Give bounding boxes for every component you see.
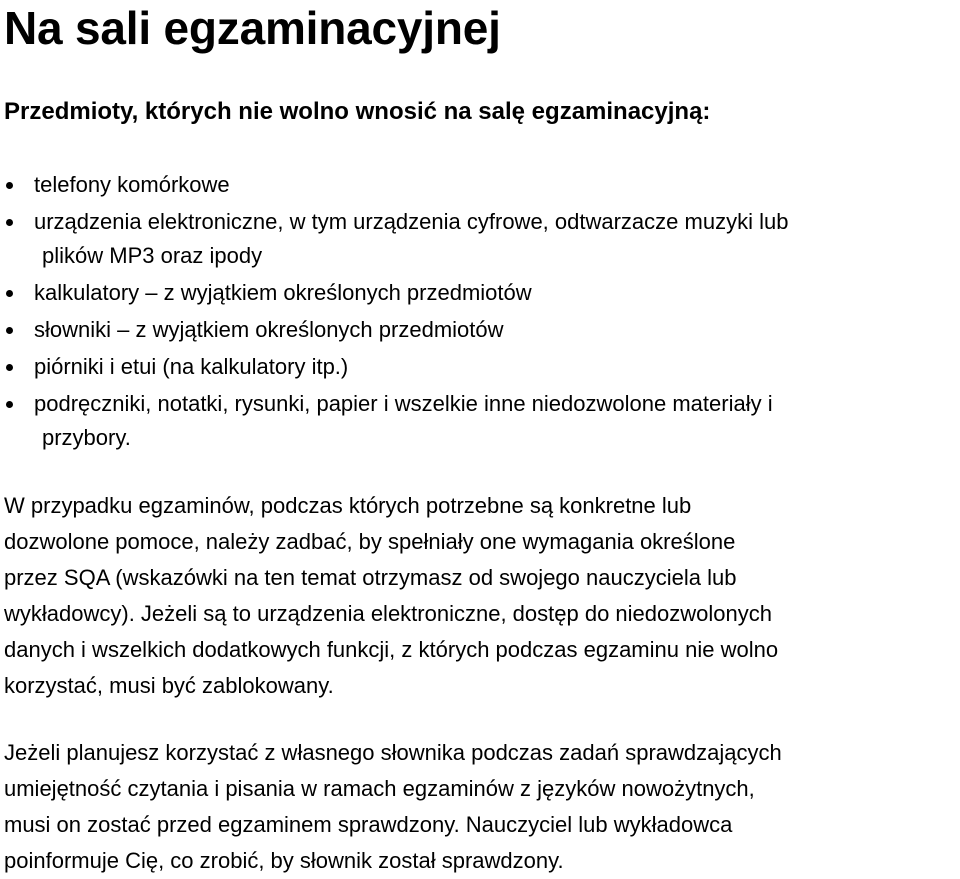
paragraph-line: musi on zostać przed egzaminem sprawdzony. Nauczyciel lub wykładowca: [4, 812, 733, 837]
paragraph-line: korzystać, musi być zablokowany.: [4, 673, 334, 698]
list-item-electronics: [0, 205, 954, 273]
bullet-icon: [6, 327, 13, 334]
permitted-aids-paragraph: [4, 488, 956, 704]
list-item-text-continued: przybory.: [42, 425, 131, 450]
list-item-materials: [0, 387, 954, 455]
list-item-text: podręczniki, notatki, rysunki, papier i wszelkie inne niedozwolone materiały i: [34, 391, 773, 416]
list-item-dictionaries: [0, 313, 954, 347]
list-item-text-continued: plików MP3 oraz ipody: [42, 243, 263, 268]
paragraph-line: przez SQA (wskazówki na ten temat otrzymasz od swojego nauczyciela lub: [4, 565, 737, 590]
list-item-text: kalkulatory – z wyjątkiem określonych przedmiotów: [34, 280, 532, 305]
list-item-phones: [0, 168, 954, 202]
bullet-icon: [6, 401, 13, 408]
paragraph-line: danych i wszelkich dodatkowych funkcji, z których podczas egzaminu nie wolno: [4, 637, 779, 662]
prohibited-items-list: [0, 168, 960, 458]
paragraph-line: umiejętność czytania i pisania w ramach egzaminów z języków nowożytnych,: [4, 776, 755, 801]
paragraph-line: Jeżeli planujesz korzystać z własnego słownika podczas zadań sprawdzających: [4, 740, 782, 765]
list-item-text: urządzenia elektroniczne, w tym urządzenia cyfrowe, odtwarzacze muzyki lub: [34, 209, 789, 234]
list-item-text: słowniki – z wyjątkiem określonych przedmiotów: [34, 317, 504, 342]
bullet-icon: [6, 290, 13, 297]
bullet-icon: [6, 364, 13, 371]
paragraph-line: poinformuje Cię, co zrobić, by słownik został sprawdzony.: [4, 848, 564, 873]
bullet-icon: [6, 182, 13, 189]
bullet-icon: [6, 219, 13, 226]
paragraph-line: wykładowcy). Jeżeli są to urządzenia elektroniczne, dostęp do niedozwolonych: [4, 601, 772, 626]
page-title: Na sali egzaminacyjnej: [4, 2, 501, 54]
list-item-calculators: [0, 276, 954, 310]
paragraph-line: dozwolone pomoce, należy zadbać, by spełniały one wymagania określone: [4, 529, 736, 554]
paragraph-line: W przypadku egzaminów, podczas których potrzebne są konkretne lub: [4, 493, 692, 518]
dictionary-check-paragraph: [4, 735, 956, 879]
list-item-text: piórniki i etui (na kalkulatory itp.): [34, 354, 349, 379]
prohibited-items-heading: Przedmioty, których nie wolno wnosić na salę egzaminacyjną:: [4, 98, 711, 125]
list-item-pencil-cases: [0, 350, 954, 384]
list-item-text: telefony komórkowe: [34, 172, 230, 197]
